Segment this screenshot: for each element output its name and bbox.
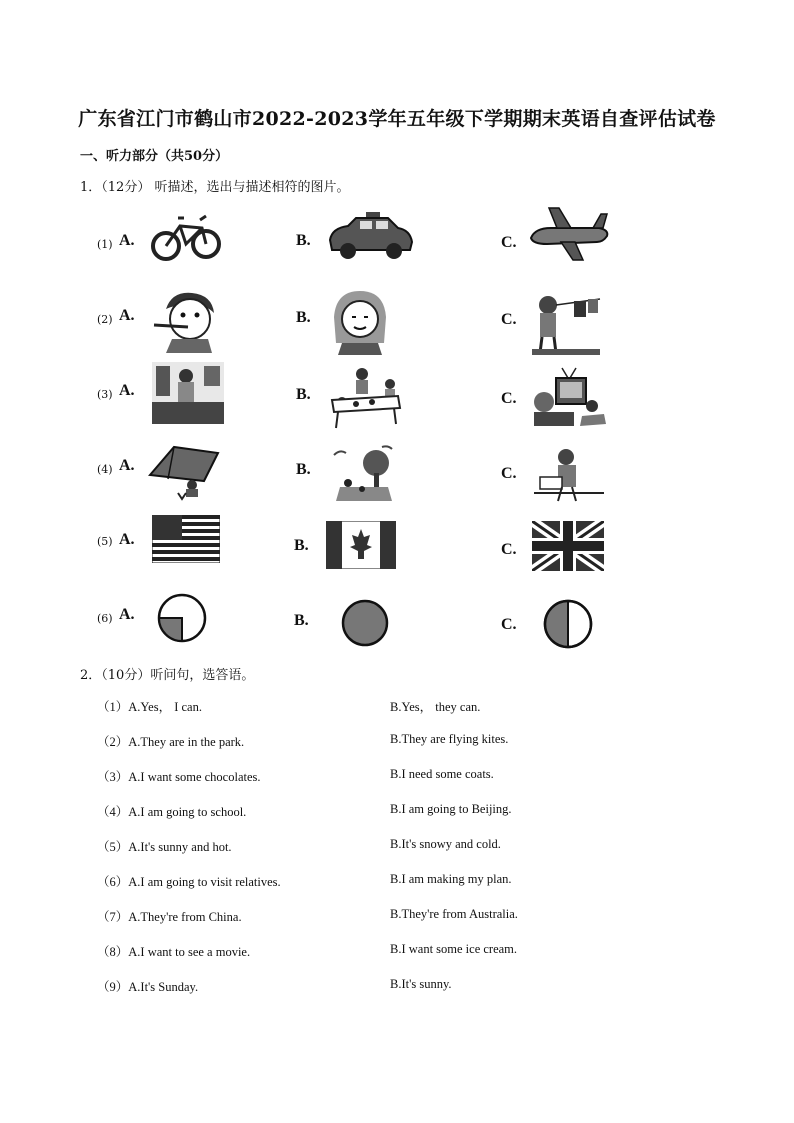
option-c-label: C. <box>501 234 517 251</box>
answer-option-a[interactable]: （5）A.It's sunny and hot. <box>97 840 232 854</box>
option-a-label: A. <box>119 307 135 324</box>
row-number: (3) <box>97 388 113 401</box>
option-b-label: B. <box>296 386 311 403</box>
fully-shaded-circle-picture[interactable] <box>340 598 390 648</box>
answer-option-b[interactable]: B.They are flying kites. <box>390 732 509 746</box>
airplane-picture[interactable] <box>527 204 611 262</box>
answer-option-b[interactable]: B.It's snowy and cold. <box>390 837 501 851</box>
girl-hanging-clothes-picture[interactable] <box>530 291 602 355</box>
family-at-table-picture[interactable] <box>328 366 402 430</box>
answer-row <box>97 977 697 1012</box>
answer-option-a[interactable]: （3）A.I want some chocolates. <box>97 770 261 784</box>
picture-row-3 <box>0 362 794 442</box>
answer-option-b[interactable]: B.I need some coats. <box>390 767 494 781</box>
answer-option-a[interactable]: （8）A.I want to see a movie. <box>97 945 251 959</box>
answer-option-a[interactable]: （2）A.They are in the park. <box>97 735 245 749</box>
option-a-label: A. <box>119 232 135 249</box>
option-b-label: B. <box>296 309 311 326</box>
answer-option-b[interactable]: B.They're from Australia. <box>390 907 518 921</box>
option-a-label: A. <box>119 531 135 548</box>
option-c-label: C. <box>501 616 517 633</box>
answer-row <box>97 732 697 767</box>
page-title: 广东省江门市鹤山市2022-2023学年五年级下学期期末英语自查评估试卷 <box>78 108 716 130</box>
row-number: (4) <box>97 463 113 476</box>
answer-row <box>97 697 697 732</box>
quarter-shaded-circle-picture[interactable] <box>156 592 208 644</box>
answer-row <box>97 907 697 942</box>
option-b-label: B. <box>294 537 309 554</box>
question-1-prompt: 1．（12分） 听描述，选出与描述相符的图片。 <box>80 180 350 195</box>
option-c-label: C. <box>501 311 517 328</box>
option-b-label: B. <box>296 232 311 249</box>
canada-flag-picture[interactable] <box>326 521 396 569</box>
row-number: (5) <box>97 535 113 548</box>
half-shaded-circle-picture[interactable] <box>542 598 594 650</box>
girl-washing-face-picture[interactable] <box>324 287 394 355</box>
row-number: (1) <box>97 238 113 251</box>
answer-option-b[interactable]: B.Yes， they can. <box>390 700 481 714</box>
answer-option-a[interactable]: （7）A.They're from China. <box>97 910 242 924</box>
option-a-label: A. <box>119 606 135 623</box>
uk-flag-picture[interactable] <box>532 521 604 571</box>
watching-tv-picture[interactable] <box>532 366 608 430</box>
answer-option-b[interactable]: B.I am going to Beijing. <box>390 802 512 816</box>
question-2-prompt: 2．（10分）听问句，选答语。 <box>80 668 255 683</box>
answer-option-b[interactable]: B.It's sunny. <box>390 977 452 991</box>
answer-row <box>97 872 697 907</box>
section-heading-listening: 一、听力部分（共50分） <box>80 149 229 164</box>
man-in-living-room-picture[interactable] <box>152 362 224 424</box>
car-picture[interactable] <box>326 210 414 262</box>
picture-row-6 <box>0 590 794 670</box>
picture-row-5 <box>0 513 794 593</box>
option-a-label: A. <box>119 382 135 399</box>
answer-row <box>97 767 697 802</box>
answer-row <box>97 942 697 977</box>
answer-option-b[interactable]: B.I want some ice cream. <box>390 942 518 956</box>
option-a-label: A. <box>119 457 135 474</box>
option-c-label: C. <box>501 465 517 482</box>
answer-row <box>97 837 697 872</box>
picture-row-2 <box>0 285 794 365</box>
option-c-label: C. <box>501 390 517 407</box>
option-c-label: C. <box>501 541 517 558</box>
option-b-label: B. <box>294 612 309 629</box>
usa-flag-picture[interactable] <box>152 515 220 563</box>
answer-option-a[interactable]: （9）A.It's Sunday. <box>97 980 199 994</box>
answer-row <box>97 802 697 837</box>
row-number: (2) <box>97 313 113 326</box>
girl-reading-picture[interactable] <box>534 447 604 503</box>
answer-option-a[interactable]: （6）A.I am going to visit relatives. <box>97 875 281 889</box>
bicycle-picture[interactable] <box>150 206 222 264</box>
option-b-label: B. <box>296 461 311 478</box>
answer-option-b[interactable]: B.I am making my plan. <box>390 872 512 886</box>
answer-option-a[interactable]: （1）A.Yes， I can. <box>97 700 202 714</box>
row-number: (6) <box>97 612 113 625</box>
answer-option-a[interactable]: （4）A.I am going to school. <box>97 805 247 819</box>
picnic-under-tree-picture[interactable] <box>332 445 398 505</box>
camping-tent-picture[interactable] <box>148 445 222 501</box>
picture-row-1 <box>0 200 794 280</box>
boy-brushing-teeth-picture[interactable] <box>152 289 222 353</box>
answer-list <box>97 697 697 1012</box>
